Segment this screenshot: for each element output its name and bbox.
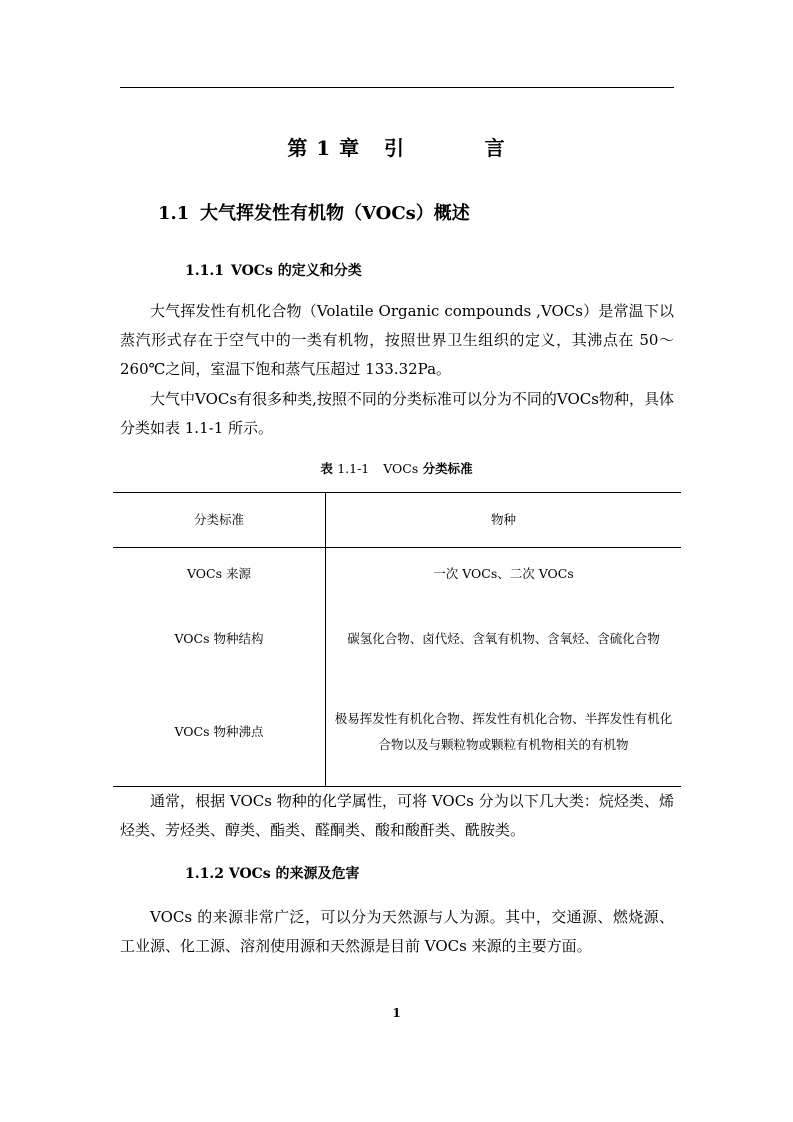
chapter-title: 第 1 章 引 言: [287, 136, 506, 160]
subsection-heading-1: [185, 260, 362, 280]
header-criterion: 分类标准: [113, 493, 326, 548]
caption-number: 1.1-1: [337, 461, 370, 476]
table-row: [113, 548, 681, 601]
subsection-title-1: VOCs 的定义和分类: [231, 263, 362, 279]
caption-prefix: 表: [320, 461, 333, 476]
page-number: 1: [392, 1006, 401, 1020]
paragraph-classification: 大气中VOCs有很多种类,按照不同的分类标准可以分为不同的VOCs物种，具体分类如表 1.1-1 所示。: [120, 390, 674, 437]
header-rule: [120, 87, 674, 88]
cell-criterion: VOCs 物种沸点: [113, 678, 326, 787]
table-row: [113, 678, 681, 787]
header-species: 物种: [326, 493, 682, 548]
subsection-number-1: 1.1.1: [185, 263, 224, 279]
classification-table: [113, 492, 681, 787]
table-header-row: [113, 493, 681, 548]
cell-species: 碳氢化合物、卤代烃、含氧有机物、含氧烃、含硫化合物: [347, 631, 660, 646]
paragraph-chemical-classes: 通常，根据 VOCs 物种的化学属性，可将 VOCs 分为以下几大类：烷烃类、烯烃类、芳烃类、醇类、酯类、醛酮类、酸和酸酐类、酰胺类。: [120, 792, 674, 839]
paragraph-sources: VOCs 的来源非常广泛，可以分为天然源与人为源。其中，交通源、燃烧源、工业源、化工源、溶剂使用源和天然源是目前 VOCs 来源的主要方面。: [120, 908, 674, 955]
table-row: [113, 600, 681, 678]
cell-criterion: VOCs 物种结构: [113, 600, 326, 678]
cell-species: 一次 VOCs、二次 VOCs: [433, 566, 574, 581]
paragraph-definition: 大气挥发性有机化合物（Volatile Organic compounds ,VOCs）是常温下以蒸汽形式存在于空气中的一类有机物，按照世界卫生组织的定义，其沸点在 50～260℃之间，室温下饱和蒸气压超过 133.32Pa。: [120, 302, 674, 378]
section-number: 1.1: [158, 203, 190, 224]
subsection-heading-2: 1.1.2 VOCs 的来源及危害: [185, 866, 360, 882]
section-heading: [158, 199, 470, 225]
cell-species: 极易挥发性有机化合物、挥发性有机化合物、半挥发性有机化合物以及与颗粒物或颗粒有机物相关的有机物: [326, 678, 682, 787]
cell-criterion: VOCs 来源: [113, 548, 326, 601]
caption-vocs: VOCs: [383, 461, 419, 476]
section-title: 大气挥发性有机物（VOCs）概述: [200, 203, 470, 224]
table-caption: [0, 459, 793, 477]
caption-text: 分类标准: [422, 461, 473, 476]
